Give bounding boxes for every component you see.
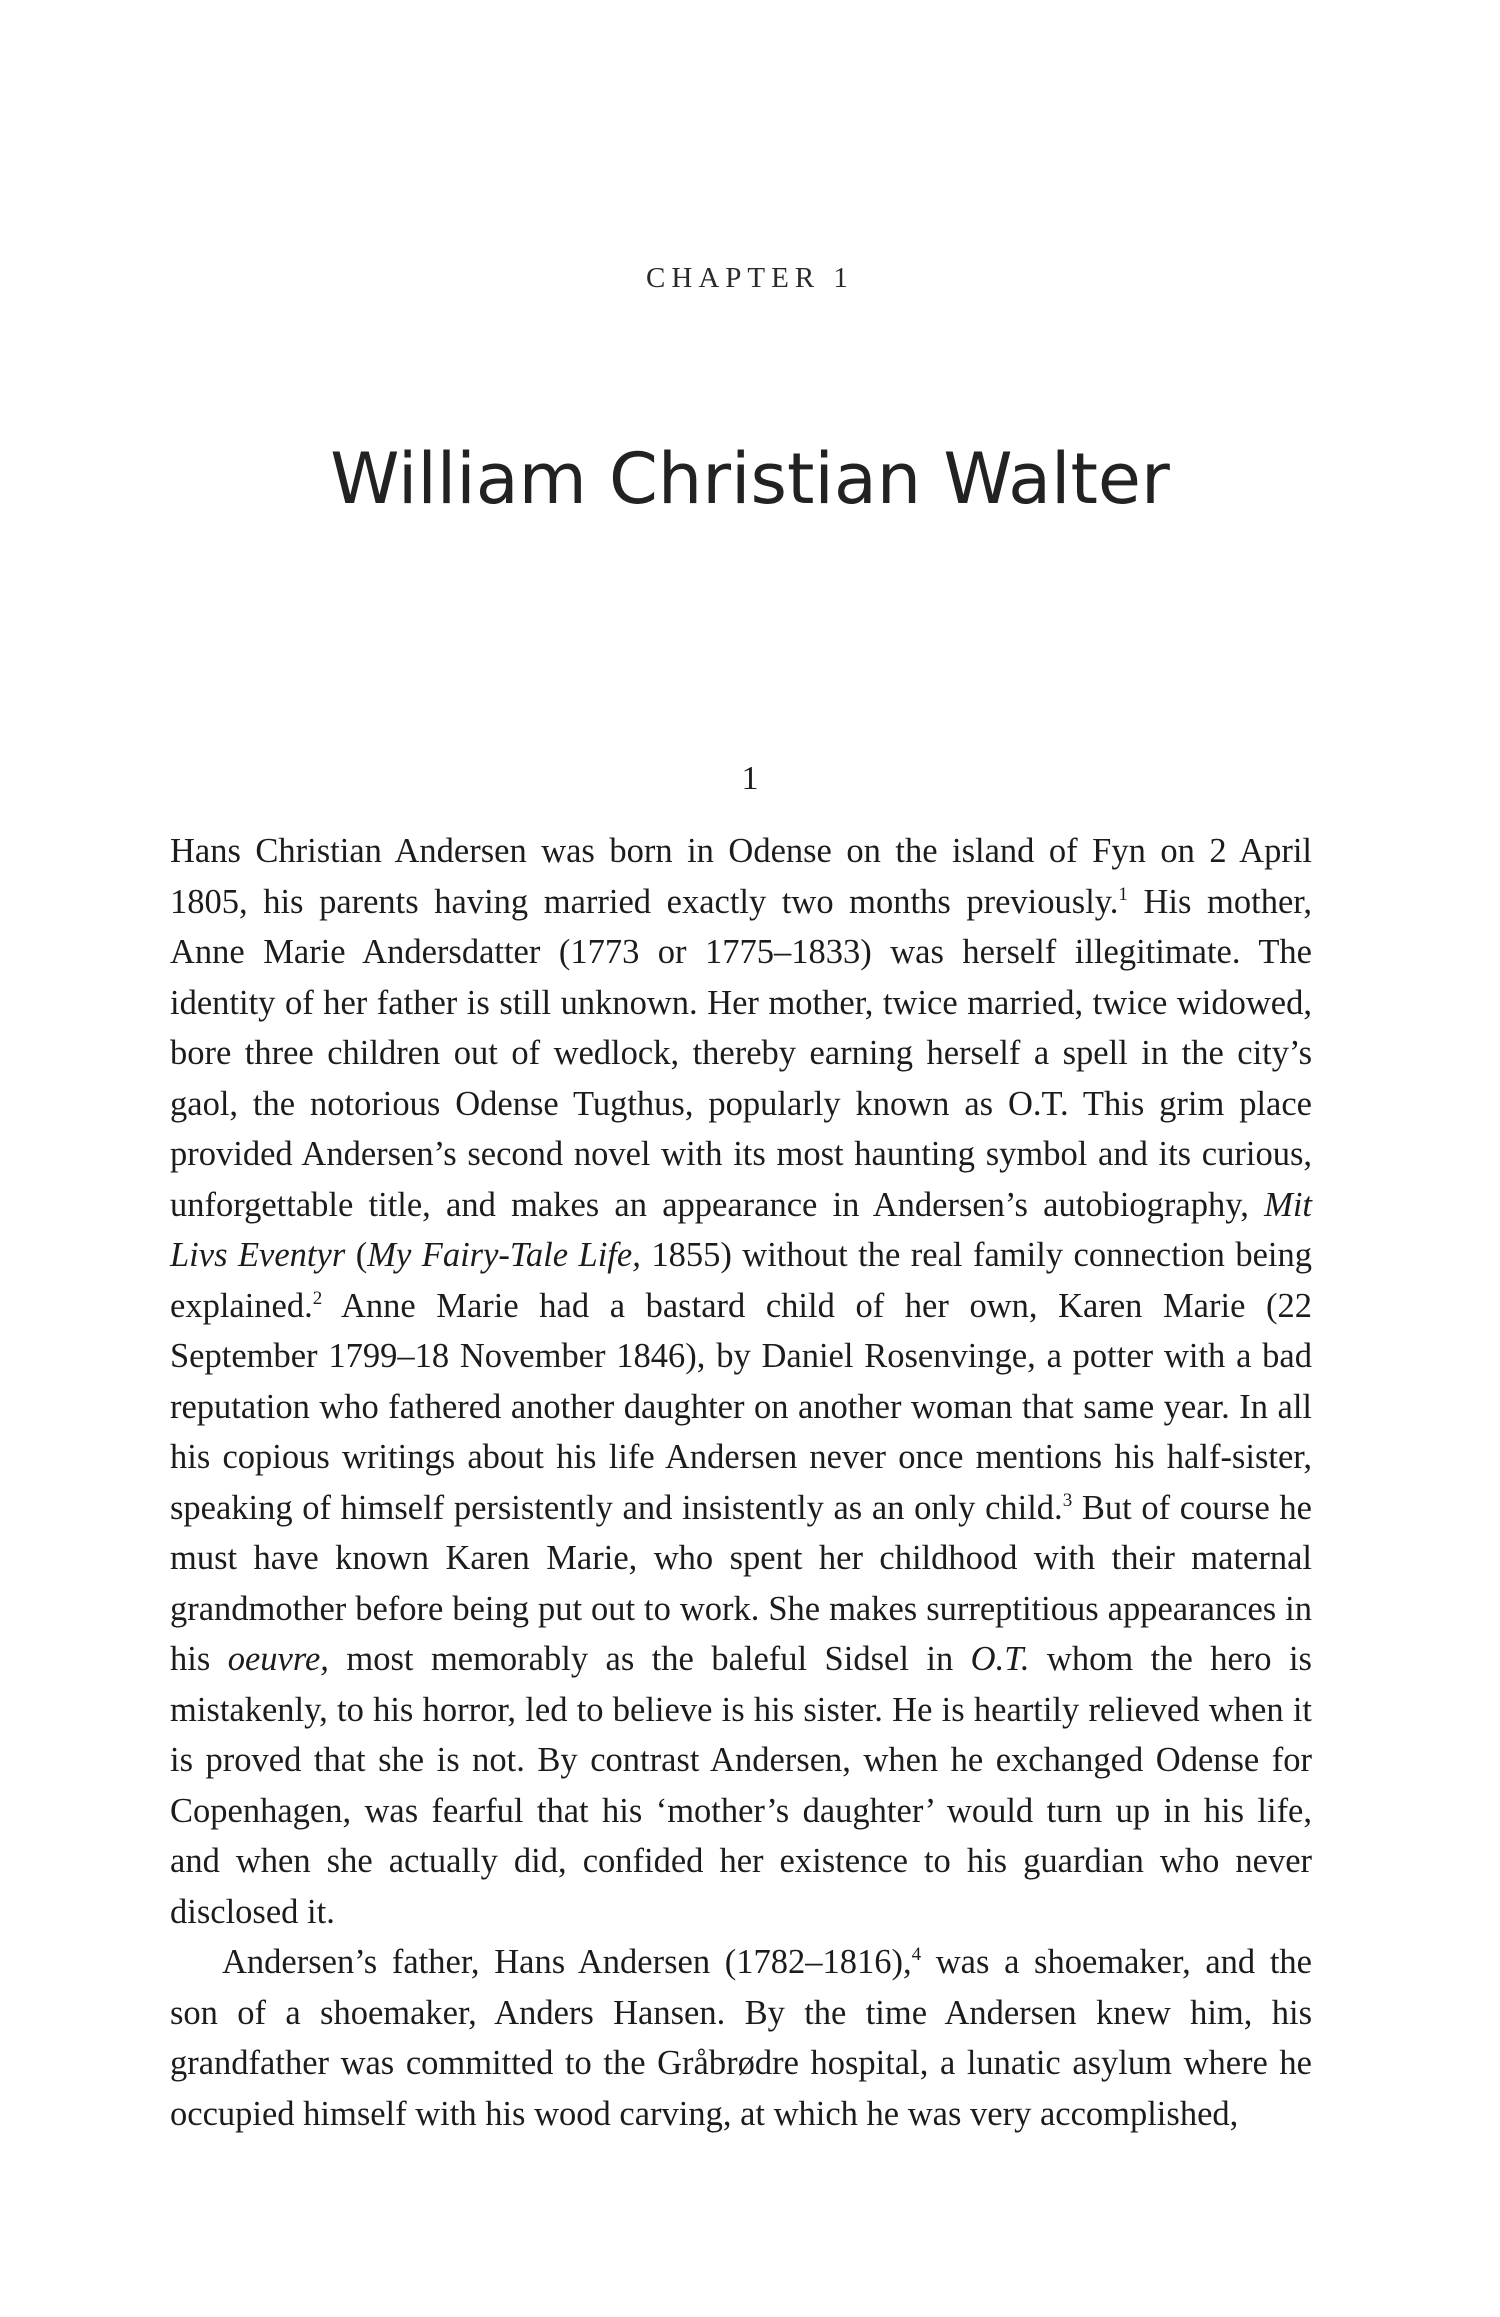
text-run: most memorably as the baleful Sidsel in	[328, 1640, 971, 1678]
body-text	[170, 826, 1312, 2139]
section-number: 1	[741, 760, 759, 797]
book-title-italic: My Fairy-Tale Life,	[367, 1236, 641, 1274]
chapter-label: CHAPTER 1	[646, 262, 854, 294]
text-run: whom the hero is mistakenly, to his horror, led to believe is his sister. He is heartily relieved when it is proved that she is not. By contrast Andersen, when he exchanged Odense for Copenhagen, was fearful that his ‘mother’s daughter’ would turn up in his life, and when she actually did, confided her existence to his guardian who never disclosed it.	[170, 1640, 1312, 1931]
text-run: His mother, Anne Marie Andersdatter (1773 or 1775–1833) was herself illegitimate. The identity of her father is still unknown. Her mother, twice married, twice widowed, bore three children out of wedlock, thereby earning herself a spell in the city’s gaol, the notorious Odense Tugthus, popularly known as O.T. This grim place provided Andersen’s second novel with its most haunting symbol and its curious, unforgettable title, and makes an appearance in Andersen’s autobiography,	[170, 882, 1312, 1224]
text-run: Anne Marie had a bastard child of her own, Karen Marie (22 September 1799–18 November 1846), by Daniel Rosenvinge, a potter with a bad reputation who fathered another daughter on another woman that same year. In all his copious writings about his life Andersen never once mentions his half-sister, speaking of himself persistently and insistently as an only child.	[170, 1286, 1312, 1527]
chapter-title: William Christian Walter	[330, 438, 1170, 520]
paragraph-2	[170, 1937, 1312, 2139]
text-run: 1855) without the real family connection being explained.	[170, 1236, 1312, 1325]
footnote-ref-4: 4	[911, 1944, 922, 1965]
text-run: Hans Christian Andersen was born in Odense on the island of Fyn on 2 April 1805, his parents having married exactly two months previously.	[170, 832, 1312, 921]
text-run: was a shoemaker, and the son of a shoemaker, Anders Hansen. By the time Andersen knew him, his grandfather was committed to the Gråbrødre hospital, a lunatic asylum where he occupied himself with his wood carving, at which he was very accomplished,	[170, 1943, 1312, 2133]
book-title-italic: Mit Livs Eventyr	[170, 1185, 1312, 1274]
footnote-ref-3: 3	[1062, 1489, 1073, 1511]
footnote-ref-1: 1	[1118, 883, 1128, 905]
text-run: But of course he must have known Karen Marie, who spent her childhood with their maternal grandmother before being put out to work. She makes surreptitious appearances in his	[170, 1488, 1312, 1678]
text-run: Andersen’s father, Hans Andersen (1782–1816),	[222, 1943, 912, 1981]
italic-term: oeuvre,	[227, 1640, 329, 1678]
paragraph-1	[170, 826, 1312, 1937]
book-title-italic: O.T.	[970, 1640, 1030, 1678]
text-run: (	[345, 1236, 368, 1274]
footnote-ref-2: 2	[312, 1287, 323, 1309]
